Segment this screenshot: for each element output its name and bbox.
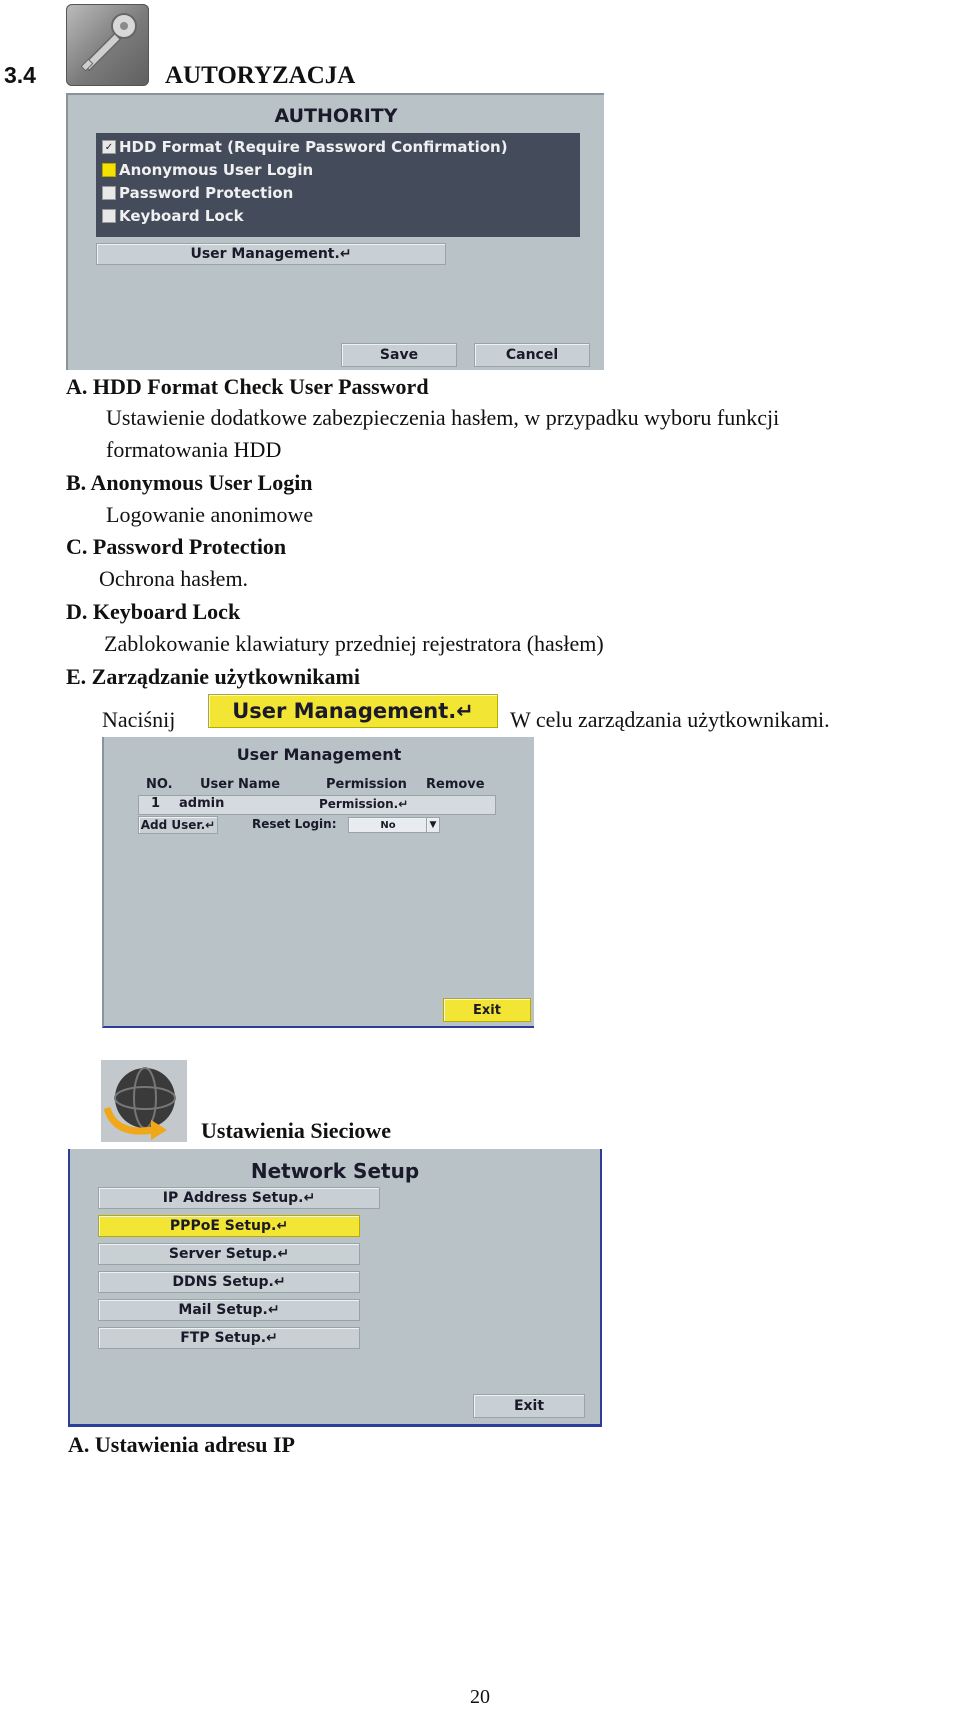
dropdown-arrow-icon[interactable]: ▼ [426, 817, 440, 833]
option-label: HDD Format (Require Password Confirmation) [119, 138, 508, 156]
option-label: Anonymous User Login [119, 161, 314, 179]
server-setup-button[interactable]: Server Setup.↵ [98, 1243, 360, 1265]
checkbox-icon [102, 186, 116, 200]
network-exit-button[interactable]: Exit [473, 1394, 585, 1418]
item-b-title: B. Anonymous User Login [66, 470, 313, 495]
mail-setup-button[interactable]: Mail Setup.↵ [98, 1299, 360, 1321]
col-remove: Remove [426, 777, 485, 792]
ip-address-setup-button[interactable]: IP Address Setup.↵ [98, 1187, 380, 1209]
network-setup-screenshot [68, 1149, 602, 1427]
user-management-button[interactable]: User Management.↵ [96, 243, 446, 265]
item-d-desc: Zablokowanie klawiatury przedniej rejestratora (hasłem) [104, 631, 604, 656]
permission-button[interactable]: Permission.↵ [319, 797, 409, 811]
col-user-name: User Name [200, 777, 281, 792]
inline-user-management-button: User Management.↵ [208, 694, 498, 728]
page-number: 20 [470, 1686, 490, 1708]
reset-login-select[interactable]: No [348, 817, 428, 833]
save-button[interactable]: Save [341, 343, 457, 367]
key-icon [66, 4, 149, 86]
item-c-title: C. Password Protection [66, 534, 287, 559]
network-setup-title: Network Setup [250, 1159, 420, 1183]
item-e-rest: W celu zarządzania użytkownikami. [510, 707, 830, 732]
add-user-button[interactable]: Add User.↵ [138, 816, 218, 834]
option-label: Password Protection [119, 184, 294, 202]
ddns-setup-button[interactable]: DDNS Setup.↵ [98, 1271, 360, 1293]
row-name: admin [179, 796, 225, 811]
authority-screenshot [66, 93, 604, 370]
col-permission: Permission [326, 777, 407, 792]
table-row [138, 795, 496, 815]
reset-login-label: Reset Login: [252, 817, 337, 831]
globe-network-icon [101, 1060, 187, 1142]
item-c-desc: Ochrona hasłem. [99, 566, 249, 591]
user-management-screenshot [102, 737, 534, 1028]
row-no: 1 [151, 796, 161, 811]
checkbox-highlight-icon [102, 163, 116, 177]
network-heading: Ustawienia Sieciowe [201, 1118, 392, 1143]
authority-title: AUTHORITY [274, 105, 398, 127]
option-anonymous-login[interactable] [102, 161, 313, 179]
item-b-desc: Logowanie anonimowe [106, 502, 314, 527]
network-sub-a: A. Ustawienia adresu IP [68, 1432, 295, 1457]
pppoe-setup-button[interactable]: PPPoE Setup.↵ [98, 1215, 360, 1237]
item-a-desc-2: formatowania HDD [106, 437, 282, 462]
item-a-title: A. HDD Format Check User Password [66, 374, 429, 399]
item-e-press: Naciśnij [102, 707, 176, 732]
section-title: AUTORYZACJA [165, 62, 356, 89]
item-d-title: D. Keyboard Lock [66, 599, 241, 624]
option-hdd-format[interactable] [102, 138, 508, 156]
checkbox-icon [102, 209, 116, 223]
item-e-title: E. Zarządzanie użytkownikami [66, 664, 360, 689]
option-password-protection[interactable] [102, 184, 293, 202]
col-no: NO. [146, 777, 173, 792]
ftp-setup-button[interactable]: FTP Setup.↵ [98, 1327, 360, 1349]
cancel-button[interactable]: Cancel [474, 343, 590, 367]
item-a-desc-1: Ustawienie dodatkowe zabezpieczenia hasłem, w przypadku wyboru funkcji [106, 405, 780, 430]
authority-options-panel [96, 133, 580, 237]
user-management-title: User Management [236, 745, 402, 764]
checkbox-checked-icon: ✓ [102, 140, 116, 154]
option-label: Keyboard Lock [119, 207, 244, 225]
section-number: 3.4 [4, 62, 36, 88]
option-keyboard-lock[interactable] [102, 207, 244, 225]
exit-button[interactable]: Exit [443, 998, 531, 1022]
